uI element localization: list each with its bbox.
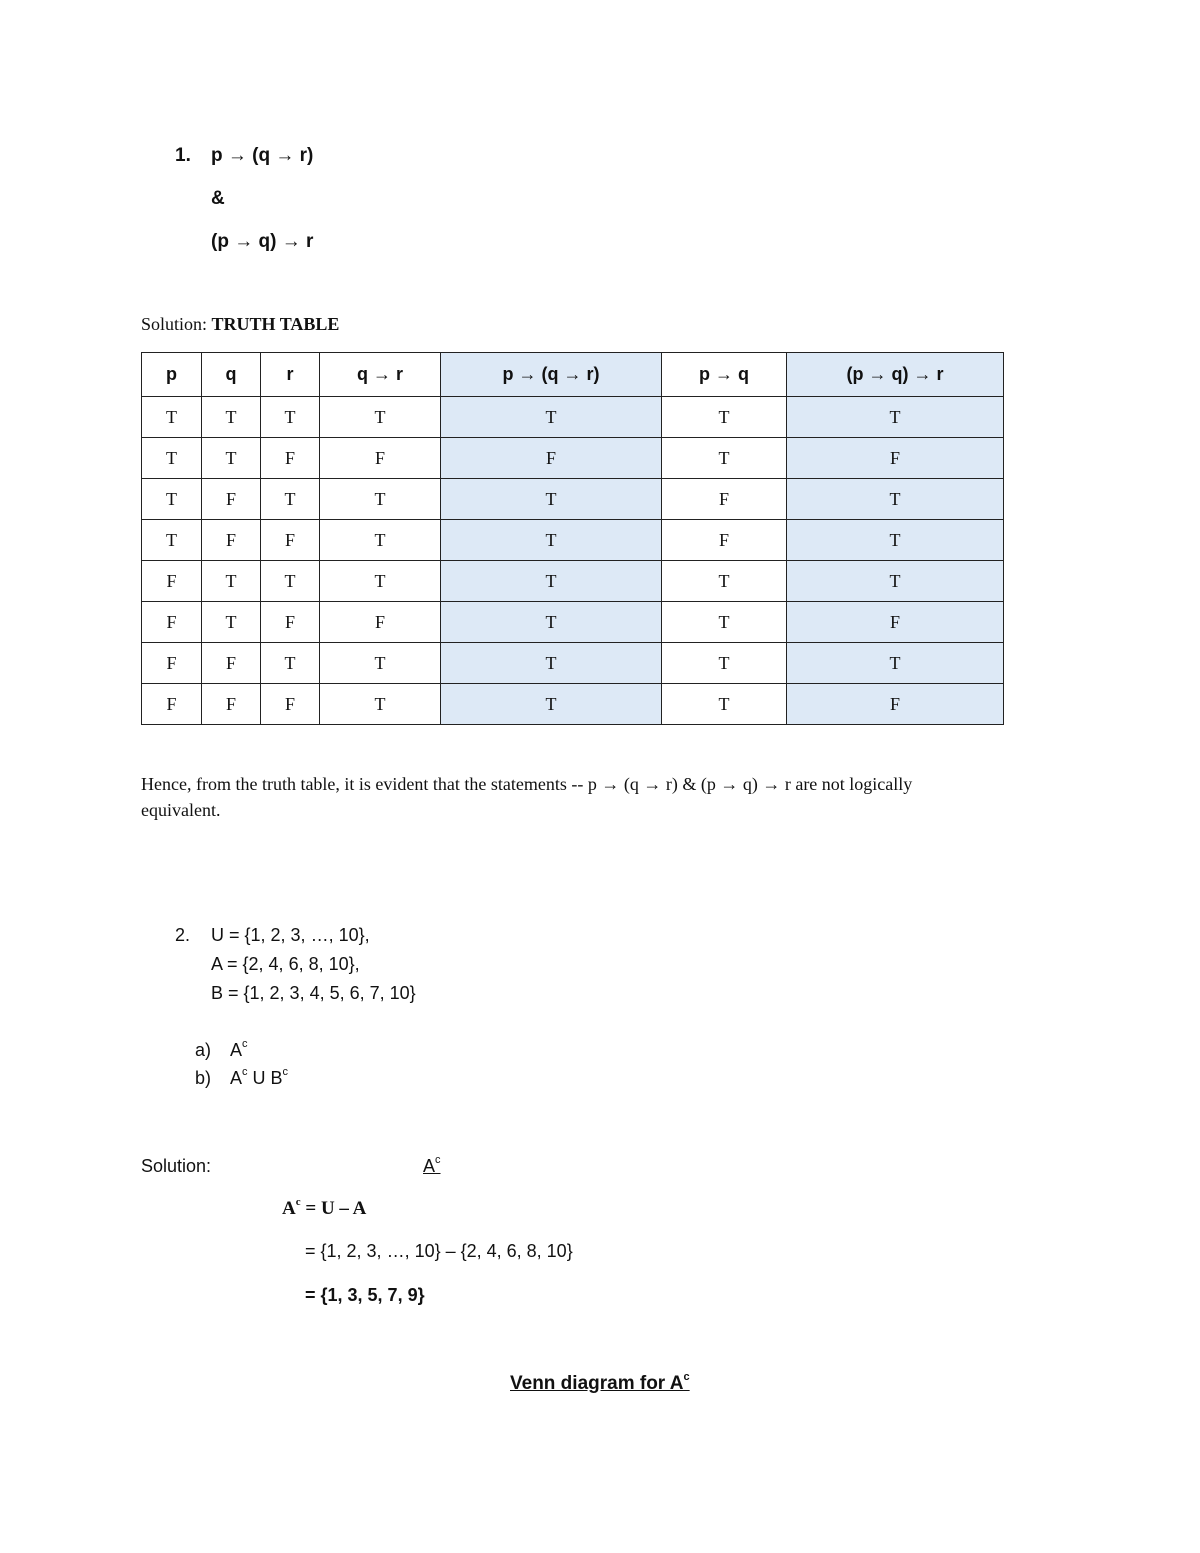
table-row: [142, 561, 1004, 602]
table-cell: T: [261, 397, 320, 438]
table-cell: F: [142, 602, 202, 643]
header-r: r: [261, 353, 320, 397]
table-cell: T: [441, 520, 662, 561]
table-cell: T: [320, 643, 441, 684]
conclusion-line-1: Hence, from the truth table, it is evident that the statements -- p → (q → r) & (p → q) → r are not logically: [141, 774, 913, 794]
table-cell: T: [662, 643, 787, 684]
solution-1-title: TRUTH TABLE: [211, 314, 340, 334]
table-cell: F: [320, 438, 441, 479]
table-cell: T: [662, 684, 787, 725]
table-cell: F: [202, 684, 261, 725]
table-cell: F: [261, 684, 320, 725]
table-cell: T: [441, 479, 662, 520]
table-cell: T: [662, 561, 787, 602]
table-cell: T: [261, 643, 320, 684]
header-q: q: [202, 353, 261, 397]
table-row: [142, 602, 1004, 643]
table-cell: T: [662, 602, 787, 643]
set-b-definition: B = {1, 2, 3, 4, 5, 6, 7, 10}: [211, 983, 416, 1003]
table-cell: T: [142, 438, 202, 479]
table-cell: F: [142, 561, 202, 602]
part-b-expression: $A^c$ U $B^c$: [230, 1066, 289, 1088]
part-a-expression: $A^c$: [230, 1038, 248, 1060]
table-cell: T: [441, 684, 662, 725]
complement-step-1: = {1, 2, 3, …, 10} – {2, 4, 6, 8, 10}: [305, 1241, 573, 1261]
table-cell: F: [261, 520, 320, 561]
solution-2-label: Solution:: [141, 1156, 212, 1176]
table-cell: T: [787, 479, 1004, 520]
table-cell: F: [202, 643, 261, 684]
table-cell: F: [320, 602, 441, 643]
table-cell: T: [787, 561, 1004, 602]
solution-2-heading: $A^c$: [423, 1154, 441, 1176]
table-cell: F: [662, 479, 787, 520]
table-cell: T: [441, 397, 662, 438]
table-cell: F: [787, 602, 1004, 643]
table-row: [142, 520, 1004, 561]
set-u-definition: U = {1, 2, 3, …, 10},: [211, 925, 370, 945]
set-a-definition: A = {2, 4, 6, 8, 10},: [211, 954, 360, 974]
complement-equation: $A^c = U - A$: [282, 1196, 367, 1219]
table-cell: T: [202, 438, 261, 479]
table-cell: T: [142, 479, 202, 520]
table-cell: T: [320, 561, 441, 602]
table-cell: T: [787, 397, 1004, 438]
table-cell: F: [662, 520, 787, 561]
truth-table: [141, 352, 1004, 725]
table-cell: F: [142, 643, 202, 684]
table-row: [142, 438, 1004, 479]
table-cell: T: [320, 397, 441, 438]
solution-1-label: Solution:: [141, 314, 212, 334]
header-p: p: [142, 353, 202, 397]
part-a-label: a): [195, 1040, 212, 1060]
header-p-implies-q-implies-r: p → (q → r): [441, 353, 662, 397]
table-cell: F: [202, 479, 261, 520]
question-1-number: 1.: [175, 145, 191, 166]
question-2-number: 2.: [175, 925, 191, 945]
table-cell: T: [441, 602, 662, 643]
table-cell: F: [787, 684, 1004, 725]
table-cell: T: [787, 643, 1004, 684]
question-1-statement-1: p → (q → r): [211, 145, 314, 166]
table-cell: F: [202, 520, 261, 561]
venn-diagram-title: Venn diagram for $A^c$: [510, 1371, 690, 1394]
header-p-implies-q-then-r: (p → q) → r: [787, 353, 1004, 397]
table-cell: F: [787, 438, 1004, 479]
table-cell: T: [441, 643, 662, 684]
table-cell: T: [662, 438, 787, 479]
truth-table-header-row: [142, 353, 1004, 397]
table-row: [142, 479, 1004, 520]
table-cell: T: [202, 397, 261, 438]
table-row: [142, 397, 1004, 438]
conclusion-line-2: equivalent.: [141, 800, 221, 820]
table-row: [142, 643, 1004, 684]
header-q-implies-r: q → r: [320, 353, 441, 397]
question-1-ampersand: &: [211, 188, 225, 209]
solution-1-heading: [141, 314, 339, 335]
table-cell: T: [320, 684, 441, 725]
table-cell: T: [261, 561, 320, 602]
table-cell: F: [142, 684, 202, 725]
table-cell: T: [202, 602, 261, 643]
table-cell: T: [202, 561, 261, 602]
table-cell: F: [441, 438, 662, 479]
table-cell: F: [261, 602, 320, 643]
table-row: [142, 684, 1004, 725]
header-p-implies-q: p → q: [662, 353, 787, 397]
table-cell: T: [142, 397, 202, 438]
table-cell: T: [320, 479, 441, 520]
table-cell: F: [261, 438, 320, 479]
table-cell: T: [142, 520, 202, 561]
question-1-statement-2: (p → q) → r: [211, 231, 314, 252]
table-cell: T: [320, 520, 441, 561]
table-cell: T: [662, 397, 787, 438]
table-cell: T: [787, 520, 1004, 561]
table-cell: T: [261, 479, 320, 520]
table-cell: T: [441, 561, 662, 602]
complement-result: = {1, 3, 5, 7, 9}: [305, 1285, 425, 1305]
part-b-label: b): [195, 1068, 212, 1088]
